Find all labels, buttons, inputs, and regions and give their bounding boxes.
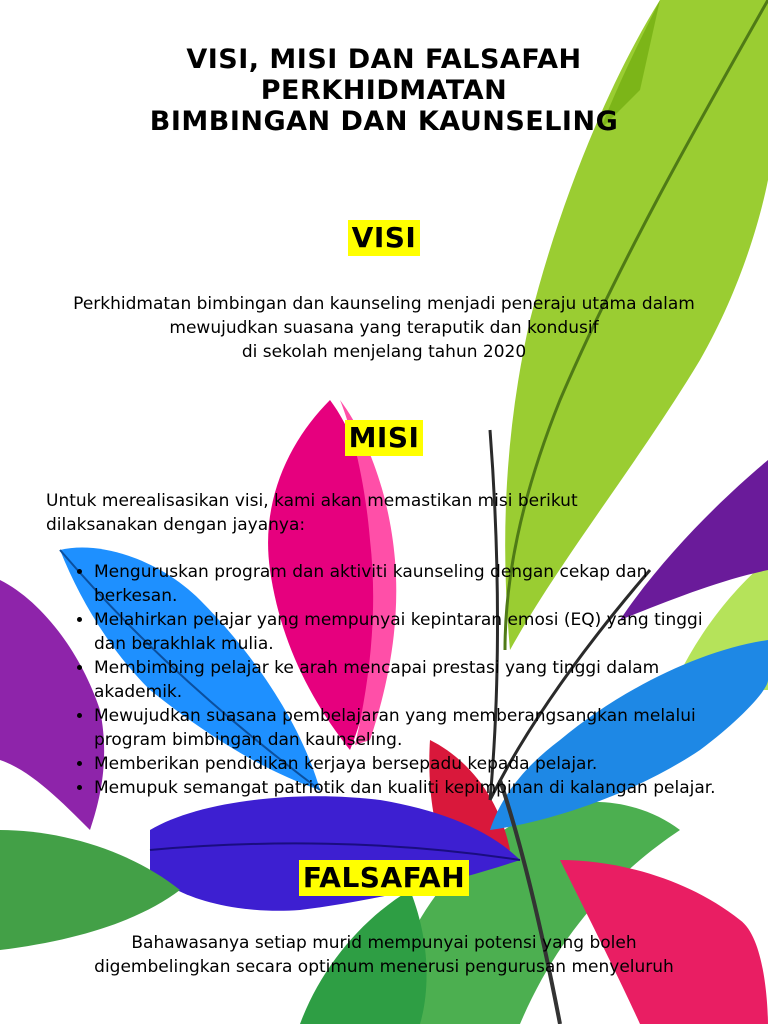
misi-list-item: • Melahirkan pelajar yang mempunyai kepintaran emosi (EQ) yang tinggi dan berakhlak mulia. [94, 608, 724, 656]
visi-line: di sekolah menjelang tahun 2020 [241, 342, 527, 362]
falsafah-text [40, 931, 728, 979]
falsafah-heading-wrap [0, 860, 768, 896]
misi-list-item: • Memupuk semangat patriotik dan kualiti kepimpinan di kalangan pelajar. [94, 776, 724, 800]
title-line: VISI, MISI DAN FALSAFAH [186, 44, 582, 75]
title-line: PERKHIDMATAN [260, 75, 508, 106]
misi-intro-line: Untuk merealisasikan visi, kami akan memastikan misi berikut [46, 491, 578, 511]
visi-heading-wrap [0, 220, 768, 256]
misi-heading-wrap [0, 420, 768, 456]
falsafah-heading: FALSAFAH [299, 860, 469, 896]
falsafah-line: Bahawasanya setiap murid mempunyai potensi yang boleh [131, 933, 637, 953]
title-line: BIMBINGAN DAN KAUNSELING [149, 106, 619, 137]
misi-list-item: • Menguruskan program dan aktiviti kaunseling dengan cekap dan berkesan. [94, 560, 724, 608]
visi-line: mewujudkan suasana yang teraputik dan kondusif [169, 318, 599, 338]
falsafah-line: digembelingkan secara optimum menerusi pengurusan menyeluruh [94, 957, 674, 977]
misi-intro-line: dilaksanakan dengan jayanya: [46, 515, 306, 535]
misi-list-item: • Mewujudkan suasana pembelajaran yang memberangsangkan melalui program bimbingan dan kaunseling. [94, 704, 724, 752]
page-title [0, 44, 768, 137]
misi-list-item: • Memberikan pendidikan kerjaya bersepadu kepada pelajar. [94, 752, 724, 776]
visi-heading: VISI [348, 220, 421, 256]
misi-list-item: • Membimbing pelajar ke arah mencapai prestasi yang tinggi dalam akademik. [94, 656, 724, 704]
visi-line: Perkhidmatan bimbingan dan kaunseling menjadi peneraju utama dalam [73, 294, 695, 314]
misi-heading: MISI [345, 420, 424, 456]
misi-list [46, 560, 724, 800]
misi-intro [46, 489, 646, 537]
visi-text [40, 292, 728, 364]
